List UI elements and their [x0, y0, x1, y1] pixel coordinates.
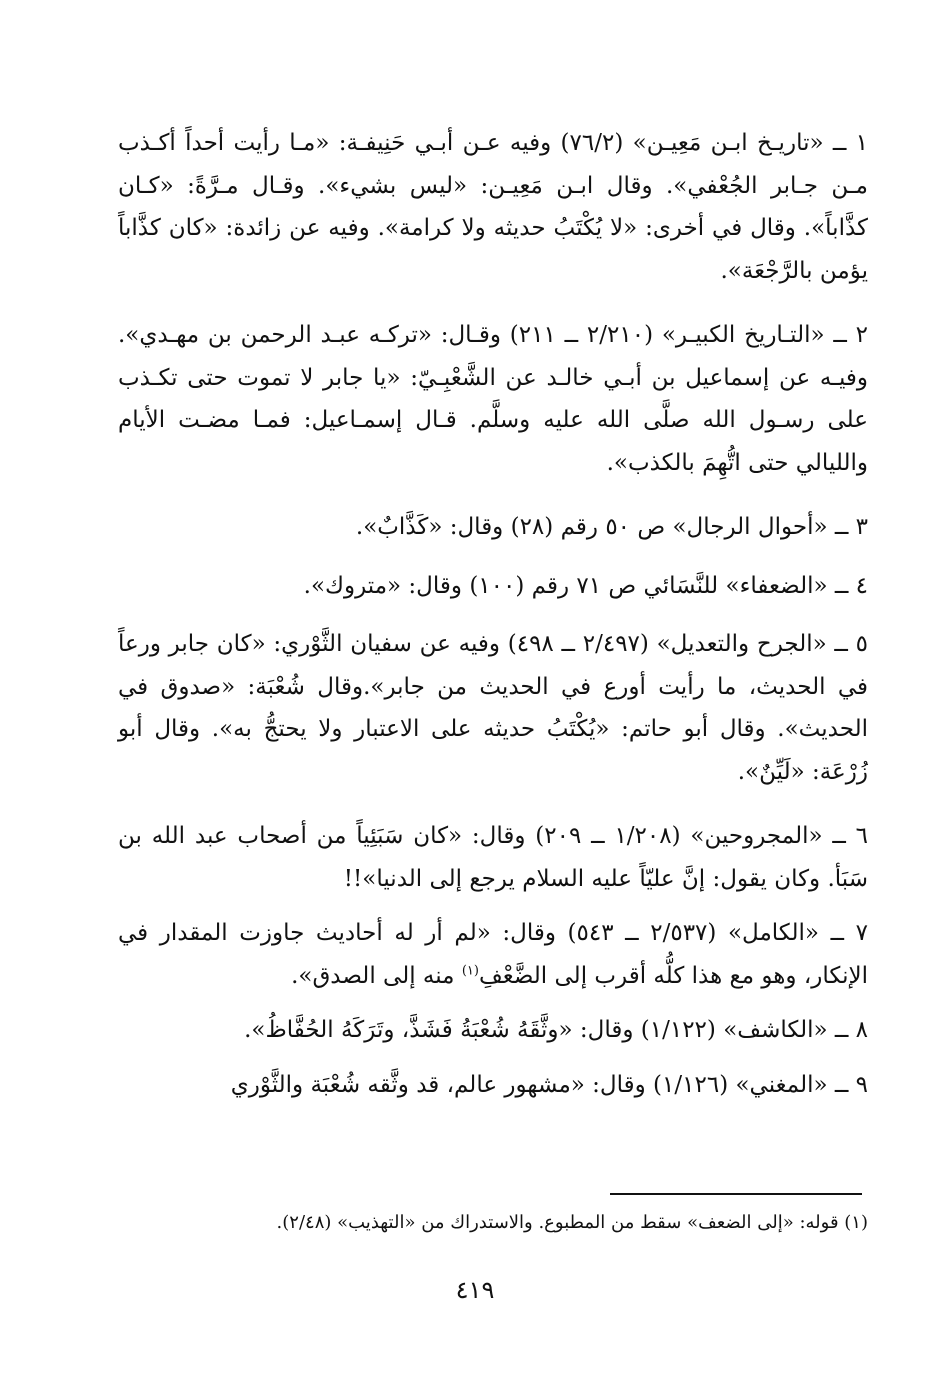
entry-6: ٦ ــ «المجروحين» (١/٢٠٨ ــ ٢٠٩) وقال: «كان سَبَئِياً من أصحاب عبد الله بن سَبَأ. وكان يقول: إنَّ عليّاً عليه السلام يرجع إلى الدنيا»!! [118, 823, 868, 892]
footnote: (١) قوله: «إلى الضعف» سقط من المطبوع. والاستدراك من «التهذيب» (٢/٤٨). [276, 1212, 868, 1233]
page-number: ٤١٩ [455, 1276, 495, 1304]
entry-5: ٥ ــ «الجرح والتعديل» (٢/٤٩٧ ــ ٤٩٨) وفيه عن سفيان الثَّوْري: «كان جابر ورعاً في الحديث، ما رأيت أورع في الحديث من جابر».وقال شُعْبَة: «صدوق في الحديث». وقال أبو حاتم: «يُكْتَبُ حديثه على الاعتبار ولا يحتجُّ به». وقال أبو زُرْعَة: «لَيِّنٌ». [118, 631, 869, 785]
footnote-divider [610, 1193, 862, 1195]
entry-7-text-end: منه إلى الصدق». [291, 962, 462, 989]
entry-4: ٤ ــ «الضعفاء» للنَّسَائي ص ٧١ رقم (١٠٠) وقال: «متروك». [303, 572, 868, 599]
entry-8: ٨ ــ «الكاشف» (١/١٢٢) وقال: «وثَّقَهُ شُعْبَةُ فَشَذَّ، وتَرَكَهُ الحُفَّاظُ». [244, 1017, 868, 1043]
entry-7 [118, 912, 868, 997]
entry-3: ٣ ــ «أحوال الرجال» ص ٥٠ رقم (٢٨) وقال: «كَذَّابٌ». [355, 514, 868, 540]
footnote-reference: (١) [461, 962, 479, 978]
entry-2: ٢ ــ «التـاريخ الكبيـر» (٢/٢١٠ ــ ٢١١) وقـال: «تركـه عبـد الرحمن بن مهـدي». وفيـه عن إسماعيل بن أبـي خالـد عن الشَّعْبِـيّ: «يا جابر لا تموت حتى تكـذب على رسـول الله صلَّى الله عليه وسلَّم. قـال إسمـاعيل: فمـا مضـت الأيام والليالي حتى اتُّهِمَ بالكذب». [118, 322, 868, 476]
entry-7-text: ٧ ــ «الكامل» (٢/٥٣٧ ــ ٥٤٣) وقال: «لم أر له أحاديث جاوزت المقدار في الإنكار، وهو مع هذا كلُّه أقرب إلى الضَّعْفِ [118, 920, 868, 989]
entry-9: ٩ ــ «المغني» (١/١٢٦) وقال: «مشهور عالم، قد وثَّقه شُعْبَة والثَّوْري [230, 1071, 868, 1098]
main-text [118, 122, 868, 1106]
entry-1: ١ ــ «تاريـخ ابـن مَعِيـن» (٧٦/٢) وفيه عـن أبـي حَنِيفـة: «مـا رأيت أحداً أكـذب مـن جـابر الجُعْفي». وقال ابـن مَعِيـن: «ليس بشيء». وقـال مـرَّةً: «كـان كذَّاباً». وقال في أخرى: «لا يُكْتَبُ حديثه ولا كرامة». وفيه عن زائدة: «كان كذَّاباً يؤمن بالرَّجْعَة». [118, 130, 868, 284]
